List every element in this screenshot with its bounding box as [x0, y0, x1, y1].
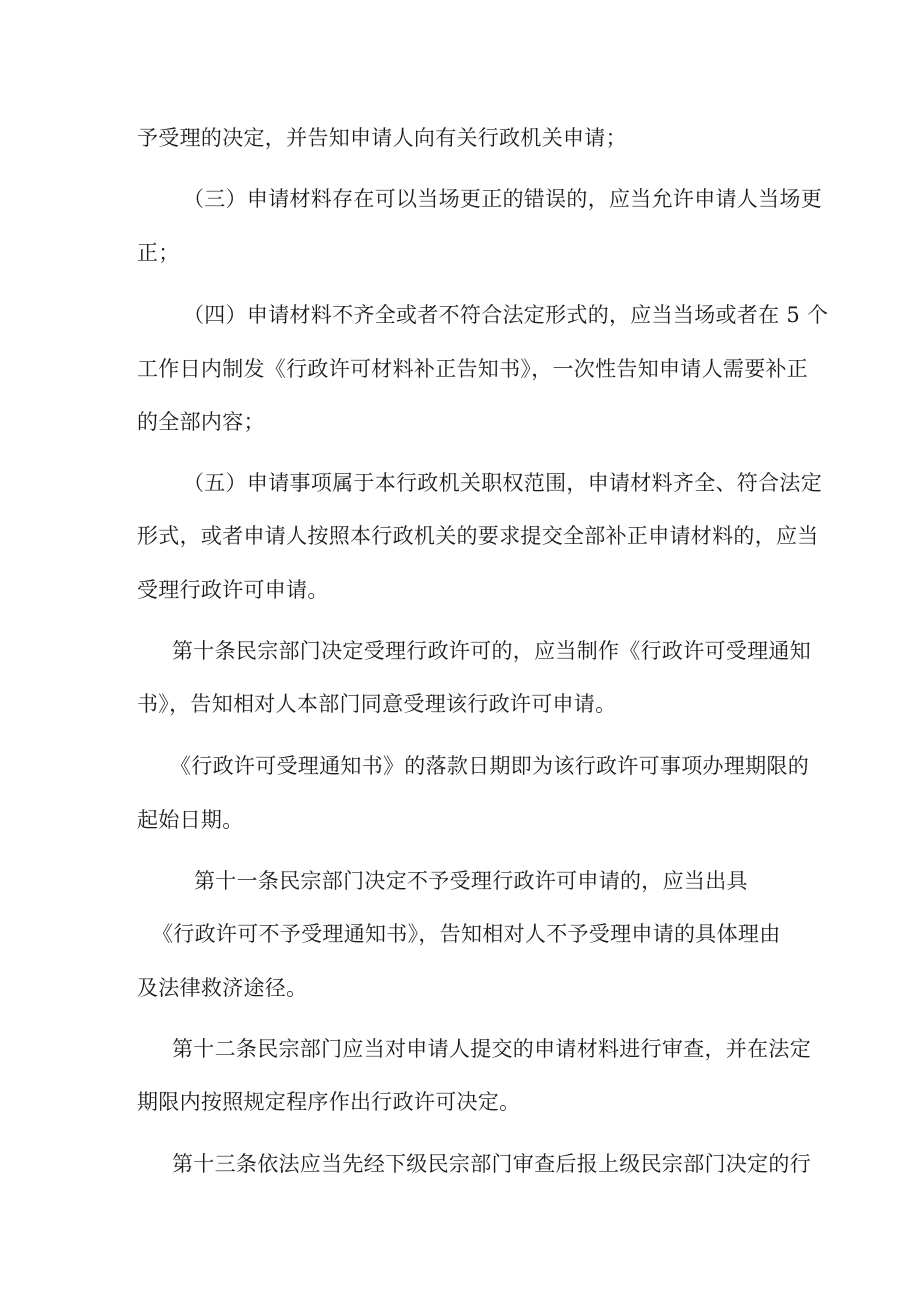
text-line: 期限内按照规定程序作出行政许可决定。 [137, 1090, 521, 1114]
text-line: 起始日期。 [137, 808, 244, 832]
text-line: 第十一条民宗部门决定不予受理行政许可申请的，应当出具 [194, 869, 748, 893]
text-line: （三）申请材料存在可以当场更正的错误的，应当允许申请人当场更 [183, 187, 822, 211]
text-line: 《行政许可不予受理通知书》，告知相对人不予受理申请的具体理由 [152, 922, 781, 946]
text-line: 的全部内容； [137, 410, 265, 434]
text-line: 书》，告知相对人本部门同意受理该行政许可申请。 [137, 692, 617, 716]
text-line: （五）申请事项属于本行政机关职权范围，申请材料齐全、符合法定 [183, 471, 822, 495]
text-line: 第十二条民宗部门应当对申请人提交的申请材料进行审查，并在法定 [172, 1037, 811, 1061]
text-line: 及法律救济途径。 [137, 976, 308, 1000]
text-line: （四）申请材料不齐全或者不符合法定形式的，应当当场或者在 5 个 [183, 303, 829, 327]
text-line: 《行政许可受理通知书》的落款日期即为该行政许可事项办理期限的 [170, 754, 809, 778]
text-line: 予受理的决定，并告知申请人向有关行政机关申请； [137, 126, 627, 150]
text-line: 形式，或者申请人按照本行政机关的要求提交全部补正申请材料的，应当 [137, 524, 819, 548]
text-line: 正； [137, 241, 180, 265]
text-line: 第十条民宗部门决定受理行政许可的，应当制作《行政许可受理通知 [172, 639, 811, 663]
text-line: 受理行政许可申请。 [137, 578, 329, 602]
text-line: 工作日内制发《行政许可材料补正告知书》，一次性告知申请人需要补正 [137, 357, 809, 381]
text-line: 第十三条依法应当先经下级民宗部门审查后报上级民宗部门决定的行 [172, 1152, 811, 1176]
